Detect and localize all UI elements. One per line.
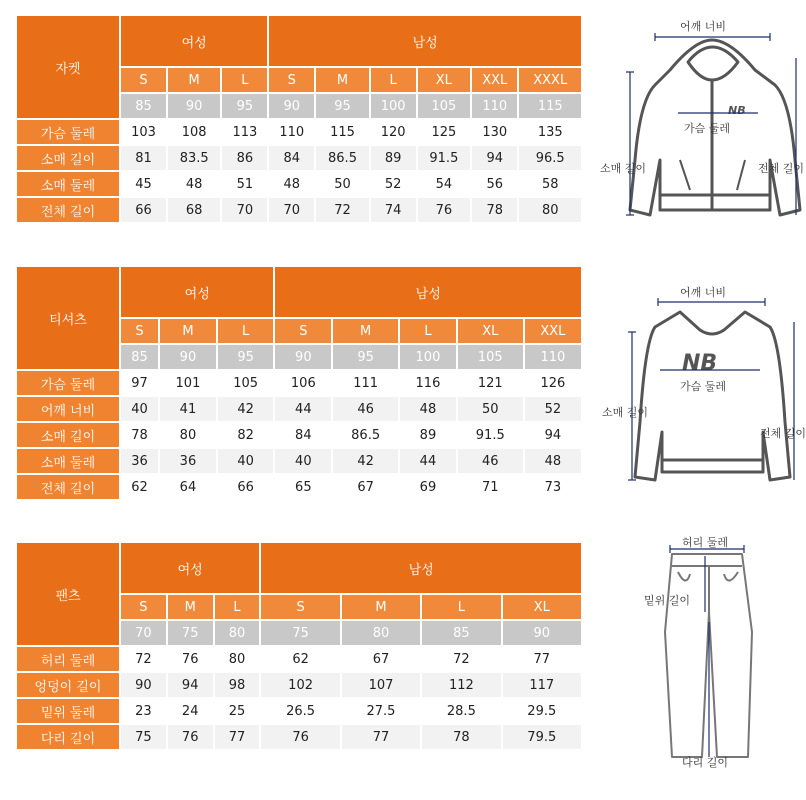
measurement-value: 116 [400, 371, 456, 395]
measurement-value: 91.5 [418, 146, 470, 170]
size-cell: S [121, 595, 166, 619]
measurement-value: 24 [168, 699, 213, 723]
size-cell: S [121, 319, 158, 343]
size-number-cell: 95 [316, 94, 368, 118]
measurement-value: 106 [275, 371, 331, 395]
measurement-value: 36 [160, 449, 216, 473]
tshirt-size-table [15, 265, 583, 501]
measurement-value: 50 [458, 397, 523, 421]
pants-size-table [15, 541, 583, 751]
measurement-label: 가슴 둘레 [17, 371, 119, 395]
measurement-value: 94 [168, 673, 213, 697]
pants-diagram [620, 532, 780, 772]
measurement-value: 46 [458, 449, 523, 473]
chest-label: 가슴 둘레 [680, 380, 727, 393]
measurement-value: 108 [168, 120, 220, 144]
pants-illustration [620, 532, 780, 772]
women-group-header: 여성 [121, 543, 259, 593]
sleeve-length-label: 소매 길이 [602, 406, 649, 419]
size-number-cell: 100 [371, 94, 416, 118]
measurement-value: 25 [215, 699, 260, 723]
measurement-row [17, 699, 581, 723]
size-cell: XL [503, 595, 581, 619]
measurement-value: 68 [168, 198, 220, 222]
measurement-value: 48 [400, 397, 456, 421]
size-number-cell: 110 [472, 94, 517, 118]
size-number-cell: 70 [121, 621, 166, 645]
measurement-value: 98 [215, 673, 260, 697]
size-number-cell: 105 [418, 94, 470, 118]
measurement-label: 소매 길이 [17, 423, 119, 447]
size-cell: M [342, 595, 420, 619]
size-cell: L [215, 595, 260, 619]
size-number-cell: 95 [218, 345, 274, 369]
measurement-value: 73 [525, 475, 581, 499]
size-number-cell: 90 [269, 94, 314, 118]
measurement-row [17, 120, 581, 144]
total-length-label: 전체 길이 [758, 162, 805, 175]
measurement-value: 40 [275, 449, 331, 473]
jacket-illustration [600, 10, 800, 225]
size-cell: XXL [472, 68, 517, 92]
measurement-value: 40 [121, 397, 158, 421]
measurement-value: 48 [269, 172, 314, 196]
measurement-value: 74 [371, 198, 416, 222]
category-label: 자켓 [17, 16, 119, 118]
tshirt-diagram [600, 282, 806, 492]
measurement-value: 72 [422, 647, 500, 671]
measurement-value: 70 [222, 198, 267, 222]
measurement-row [17, 397, 581, 421]
measurement-label: 허리 둘레 [17, 647, 119, 671]
measurement-value: 96.5 [519, 146, 581, 170]
measurement-label: 전체 길이 [17, 475, 119, 499]
measurement-value: 77 [503, 647, 581, 671]
measurement-value: 52 [525, 397, 581, 421]
shoulder-width-label: 어깨 너비 [680, 20, 727, 33]
measurement-row [17, 146, 581, 170]
measurement-label: 어깨 너비 [17, 397, 119, 421]
measurement-row [17, 172, 581, 196]
measurement-label: 다리 길이 [17, 725, 119, 749]
measurement-value: 125 [418, 120, 470, 144]
size-cell: M [160, 319, 216, 343]
category-label: 티셔츠 [17, 267, 119, 369]
size-number-cell: 85 [121, 94, 166, 118]
measurement-value: 89 [371, 146, 416, 170]
measurement-value: 42 [333, 449, 398, 473]
size-cell: S [261, 595, 339, 619]
size-number-cell: 90 [168, 94, 220, 118]
measurement-value: 94 [525, 423, 581, 447]
size-cell: S [269, 68, 314, 92]
measurement-value: 105 [218, 371, 274, 395]
measurement-value: 79.5 [503, 725, 581, 749]
measurement-value: 102 [261, 673, 339, 697]
size-number-cell: 75 [168, 621, 213, 645]
measurement-value: 58 [519, 172, 581, 196]
size-number-cell: 115 [519, 94, 581, 118]
size-cell: L [400, 319, 456, 343]
size-number-cell: 85 [121, 345, 158, 369]
leg-length-label: 다리 길이 [682, 756, 729, 769]
measurement-value: 45 [121, 172, 166, 196]
women-group-header: 여성 [121, 267, 273, 317]
men-group-header: 남성 [275, 267, 581, 317]
measurement-value: 62 [261, 647, 339, 671]
measurement-value: 27.5 [342, 699, 420, 723]
measurement-value: 26.5 [261, 699, 339, 723]
measurement-row [17, 647, 581, 671]
size-cell: M [333, 319, 398, 343]
size-cell: L [422, 595, 500, 619]
measurement-value: 76 [168, 725, 213, 749]
measurement-value: 112 [422, 673, 500, 697]
category-label: 팬츠 [17, 543, 119, 645]
measurement-value: 113 [222, 120, 267, 144]
measurement-value: 67 [333, 475, 398, 499]
chest-label: 가슴 둘레 [684, 122, 731, 135]
size-number-cell: 105 [458, 345, 523, 369]
measurement-value: 81 [121, 146, 166, 170]
measurement-value: 110 [269, 120, 314, 144]
measurement-label: 소매 둘레 [17, 449, 119, 473]
measurement-value: 76 [418, 198, 470, 222]
measurement-value: 86 [222, 146, 267, 170]
measurement-value: 76 [261, 725, 339, 749]
size-number-cell: 90 [503, 621, 581, 645]
measurement-value: 115 [316, 120, 368, 144]
size-number-cell: 95 [222, 94, 267, 118]
measurement-value: 83.5 [168, 146, 220, 170]
size-cell: M [168, 595, 213, 619]
size-number-cell: 100 [400, 345, 456, 369]
measurement-value: 121 [458, 371, 523, 395]
measurement-value: 86.5 [333, 423, 398, 447]
measurement-value: 77 [342, 725, 420, 749]
sleeve-length-label: 소매 길이 [600, 162, 647, 175]
measurement-value: 28.5 [422, 699, 500, 723]
measurement-label: 밑위 둘레 [17, 699, 119, 723]
measurement-value: 77 [215, 725, 260, 749]
measurement-value: 66 [218, 475, 274, 499]
measurement-value: 78 [121, 423, 158, 447]
measurement-value: 101 [160, 371, 216, 395]
measurement-value: 78 [472, 198, 517, 222]
measurement-label: 가슴 둘레 [17, 120, 119, 144]
measurement-value: 80 [519, 198, 581, 222]
rise-label: 밑위 길이 [644, 594, 691, 607]
measurement-row [17, 423, 581, 447]
measurement-value: 23 [121, 699, 166, 723]
measurement-value: 80 [160, 423, 216, 447]
measurement-value: 44 [400, 449, 456, 473]
measurement-value: 86.5 [316, 146, 368, 170]
measurement-value: 48 [525, 449, 581, 473]
jacket-diagram [600, 10, 805, 225]
measurement-label: 소매 길이 [17, 146, 119, 170]
measurement-row [17, 725, 581, 749]
measurement-value: 90 [121, 673, 166, 697]
jacket-size-table [15, 14, 583, 224]
size-cell: XL [418, 68, 470, 92]
size-number-cell: 85 [422, 621, 500, 645]
size-number-cell: 95 [333, 345, 398, 369]
measurement-value: 50 [316, 172, 368, 196]
measurement-row [17, 475, 581, 499]
measurement-value: 72 [121, 647, 166, 671]
brand-logo-icon: NB [728, 104, 746, 117]
measurement-value: 76 [168, 647, 213, 671]
size-cell: XXXL [519, 68, 581, 92]
measurement-value: 94 [472, 146, 517, 170]
measurement-value: 97 [121, 371, 158, 395]
measurement-value: 51 [222, 172, 267, 196]
measurement-value: 44 [275, 397, 331, 421]
measurement-value: 48 [168, 172, 220, 196]
measurement-value: 56 [472, 172, 517, 196]
measurement-value: 54 [418, 172, 470, 196]
measurement-value: 65 [275, 475, 331, 499]
size-cell: L [218, 319, 274, 343]
men-group-header: 남성 [261, 543, 581, 593]
measurement-value: 64 [160, 475, 216, 499]
measurement-value: 69 [400, 475, 456, 499]
men-group-header: 남성 [269, 16, 581, 66]
measurement-value: 91.5 [458, 423, 523, 447]
size-cell: M [168, 68, 220, 92]
size-cell: L [371, 68, 416, 92]
measurement-value: 80 [215, 647, 260, 671]
measurement-value: 62 [121, 475, 158, 499]
measurement-value: 78 [422, 725, 500, 749]
measurement-value: 130 [472, 120, 517, 144]
measurement-value: 29.5 [503, 699, 581, 723]
size-number-cell: 110 [525, 345, 581, 369]
measurement-value: 41 [160, 397, 216, 421]
measurement-value: 71 [458, 475, 523, 499]
measurement-value: 117 [503, 673, 581, 697]
size-cell: M [316, 68, 368, 92]
measurement-label: 전체 길이 [17, 198, 119, 222]
measurement-value: 126 [525, 371, 581, 395]
brand-logo-icon: NB [682, 351, 718, 376]
measurement-value: 52 [371, 172, 416, 196]
measurement-value: 67 [342, 647, 420, 671]
measurement-value: 84 [269, 146, 314, 170]
measurement-label: 엉덩이 길이 [17, 673, 119, 697]
measurement-row [17, 673, 581, 697]
measurement-value: 36 [121, 449, 158, 473]
measurement-value: 84 [275, 423, 331, 447]
measurement-label: 소매 둘레 [17, 172, 119, 196]
measurement-value: 111 [333, 371, 398, 395]
measurement-row [17, 371, 581, 395]
size-cell: S [121, 68, 166, 92]
size-number-cell: 75 [261, 621, 339, 645]
measurement-value: 120 [371, 120, 416, 144]
measurement-value: 135 [519, 120, 581, 144]
measurement-value: 89 [400, 423, 456, 447]
measurement-value: 75 [121, 725, 166, 749]
size-number-cell: 90 [275, 345, 331, 369]
measurement-value: 42 [218, 397, 274, 421]
measurement-row [17, 198, 581, 222]
size-cell: XXL [525, 319, 581, 343]
size-number-cell: 90 [160, 345, 216, 369]
measurement-row [17, 449, 581, 473]
women-group-header: 여성 [121, 16, 267, 66]
size-cell: S [275, 319, 331, 343]
size-cell: XL [458, 319, 523, 343]
measurement-value: 46 [333, 397, 398, 421]
measurement-value: 66 [121, 198, 166, 222]
size-number-cell: 80 [215, 621, 260, 645]
total-length-label: 전체 길이 [760, 427, 806, 440]
measurement-value: 72 [316, 198, 368, 222]
measurement-value: 40 [218, 449, 274, 473]
measurement-value: 107 [342, 673, 420, 697]
size-number-cell: 80 [342, 621, 420, 645]
measurement-value: 70 [269, 198, 314, 222]
measurement-value: 103 [121, 120, 166, 144]
size-cell: L [222, 68, 267, 92]
measurement-value: 82 [218, 423, 274, 447]
waist-label: 허리 둘레 [682, 536, 729, 549]
shoulder-width-label: 어깨 너비 [680, 286, 727, 299]
